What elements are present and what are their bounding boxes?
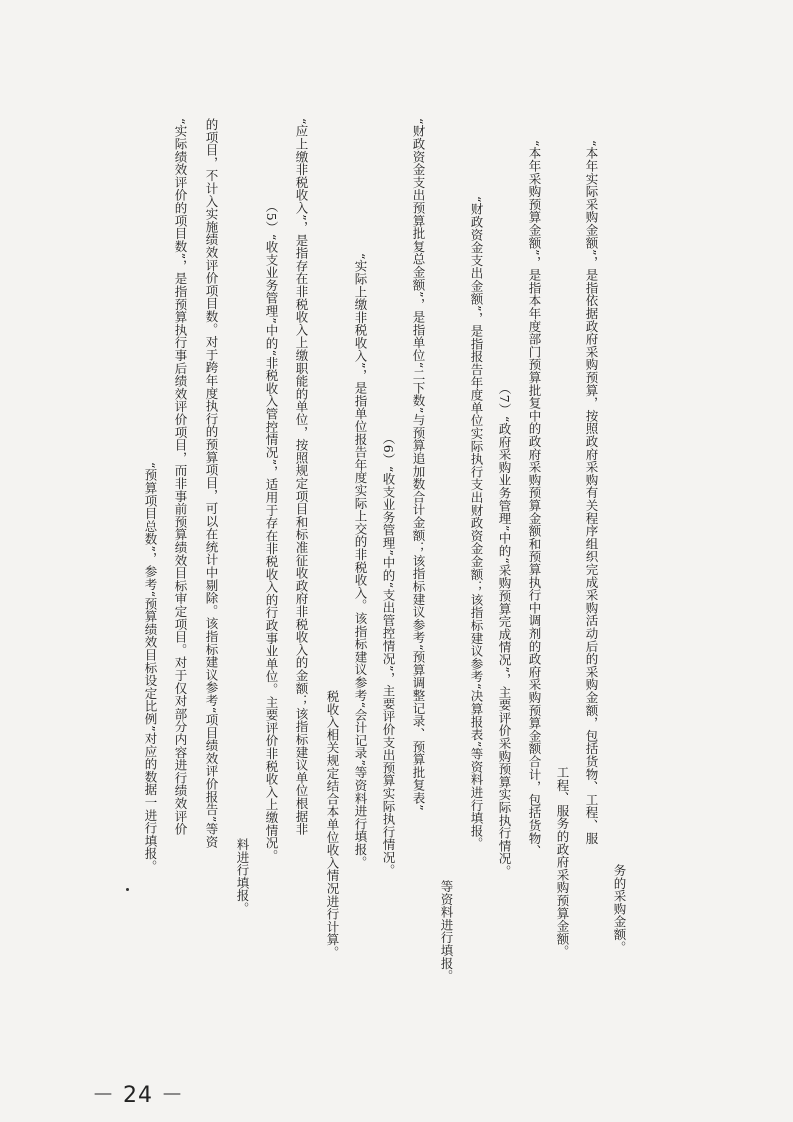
- text-line-6: “应上缴非税收入”，是指存在非税收入上缴职能的单位，按照规定项目和标准征收政府非税收入的金额；该指标建议单位根据非: [294, 118, 309, 836]
- text-line-9: （6）“收支业务管理”中的“支出管控情况”，主要评价支出预算实际执行情况。: [381, 432, 396, 877]
- text-line-1: “预算项目总数”，参考“预算绩效目标设定比例”对应的数据一进行填报。: [143, 462, 158, 873]
- text-line-3: 的项目，不计入实施绩效评价项目数。对于跨年度执行的预算项目，可以在统计中剔除。该指标建议参考“项目绩效评价报告”等资: [204, 118, 219, 849]
- text-line-8: “实际上缴非税收入”，是指单位报告年度实际上交的非税收入。该指标建议参考“会计记录”等资料进行填报。: [353, 253, 368, 869]
- text-line-10: “财政资金支出预算批复总金额”，是指单位“二下数”与预算追加数合计金额；该指标建议参考“预算调整记录、预算批复表”: [411, 118, 426, 811]
- text-line-5: （5）“收支业务管理”中的“非税收入管控情况”，适用于存在非税收入的行政事业单位。主要评价非税收入上缴情况。: [264, 200, 279, 863]
- text-line-12: “财政资金支出金额”，是指报告年度单位实际执行支出财政资金金额；该指标建议参考“决算报表”等资料进行填报。: [469, 196, 484, 850]
- text-line-11: 等资料进行填报。: [439, 880, 454, 983]
- text-line-2: “实际绩效评价的项目数”，是指预算执行事后绩效评价项目，而非事前预算绩效目标审定项目。对于仅对部分内容进行绩效评价: [173, 118, 188, 836]
- text-line-15: 工程、服务的政府采购预算金额。: [555, 766, 570, 958]
- text-line-16: “本年实际采购金额”，是指依据政府采购预算，按照政府采购有关程序组织完成采购活动后的采购金额，包括货物、工程、服: [584, 140, 599, 845]
- text-line-17: 务的采购金额。: [612, 864, 627, 954]
- text-line-13: （7）“政府采购业务管理”中的“采购预算完成情况”，主要评价采购预算实际执行情况。: [497, 382, 512, 878]
- text-line-4: 料进行填报。: [235, 838, 250, 915]
- page-number: － 24 －: [92, 1083, 184, 1108]
- text-line-7: 税收入相关规定结合本单位收入情况进行计算。: [325, 690, 340, 959]
- text-line-14: “本年采购预算金额”，是指本年度部门预算批复中的政府采购预算金额和预算执行中调剂的政府采购预算金额合计，包括货物、: [527, 140, 542, 858]
- mark-dot: [126, 888, 129, 891]
